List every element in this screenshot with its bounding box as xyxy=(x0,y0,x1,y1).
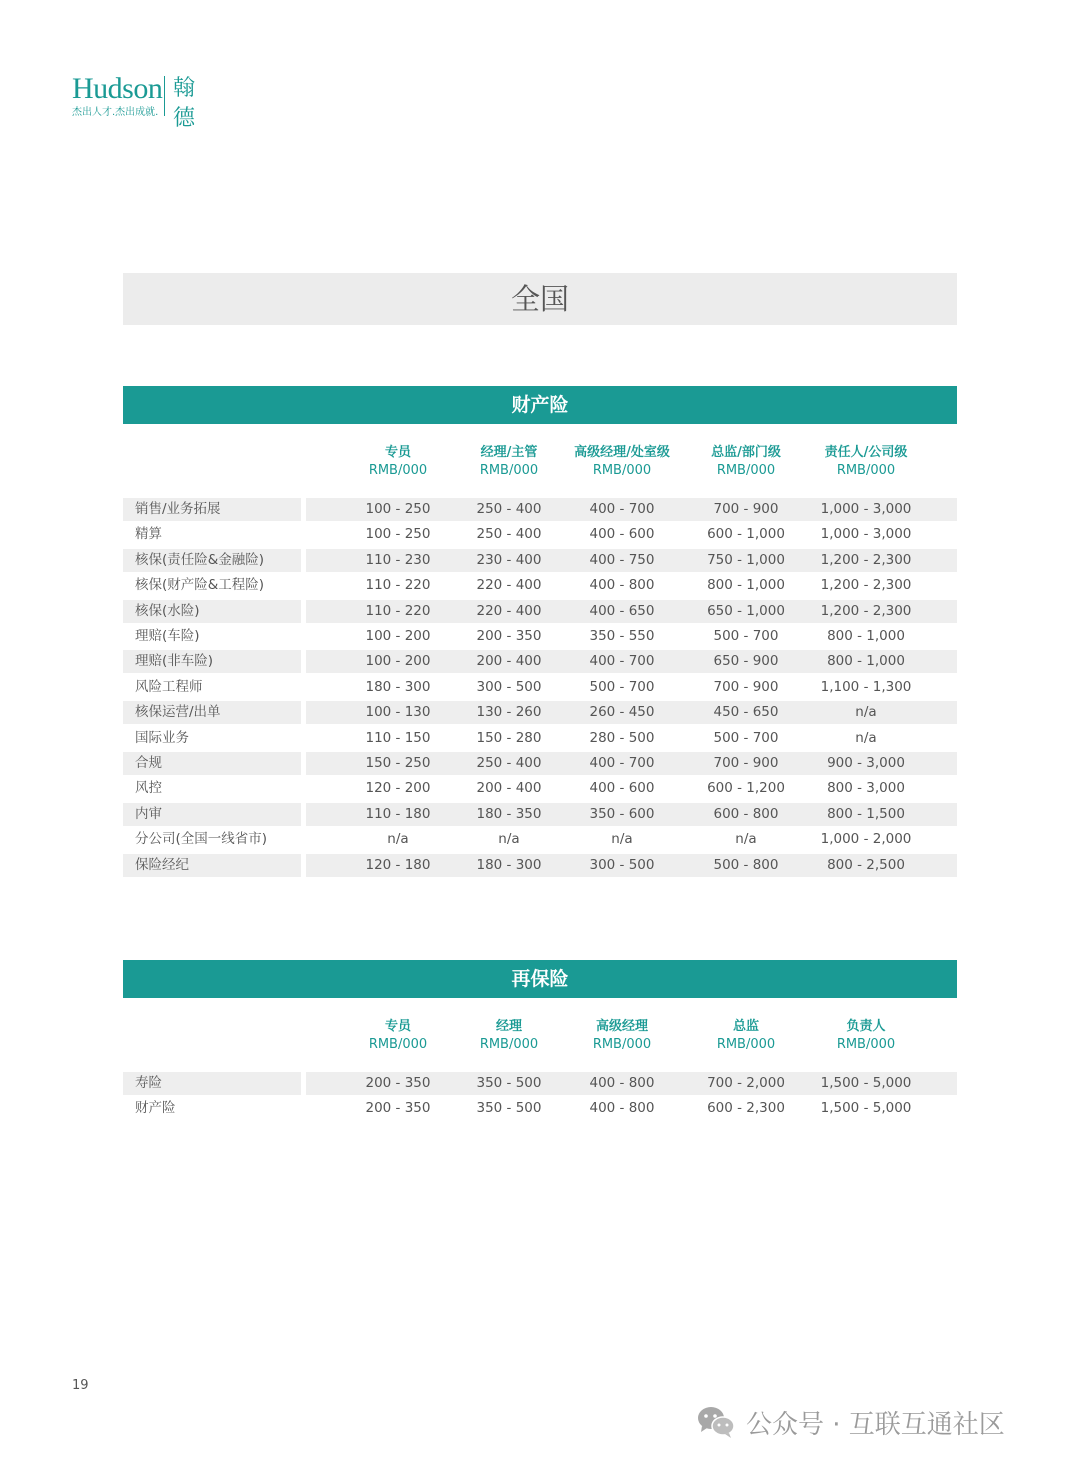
column-unit: RMB/000 xyxy=(479,463,539,478)
row-label: 风控 xyxy=(135,780,162,797)
column-title: 高级经理/处室级 xyxy=(574,445,670,460)
table-cell: 220 - 400 xyxy=(476,602,542,619)
row-label: 风险工程师 xyxy=(135,678,203,695)
row-values xyxy=(306,574,957,597)
table-cell: 180 - 300 xyxy=(476,856,542,873)
table-cell: 100 - 130 xyxy=(365,704,431,721)
row-label: 分公司(全国一线省市) xyxy=(135,831,268,848)
table-cell: 100 - 250 xyxy=(365,526,431,543)
table-row xyxy=(123,727,957,750)
table-cell: 110 - 220 xyxy=(365,602,431,619)
logo-wordmark-en: Hudson xyxy=(72,72,163,105)
table-cell: 100 - 200 xyxy=(365,653,431,670)
table-row xyxy=(123,828,957,851)
column-header xyxy=(552,1018,692,1054)
table-cell: 110 - 220 xyxy=(365,577,431,594)
row-values xyxy=(306,752,957,775)
table-cell: 600 - 800 xyxy=(713,805,779,822)
table-cell: 1,000 - 3,000 xyxy=(820,501,912,517)
table-cell: 1,500 - 5,000 xyxy=(820,1100,912,1117)
row-label: 合规 xyxy=(123,752,301,775)
table-cell: 750 - 1,000 xyxy=(707,551,785,568)
table-cell: 250 - 400 xyxy=(476,501,542,517)
row-values xyxy=(306,625,957,648)
table-cell: 120 - 200 xyxy=(365,780,431,797)
column-title: 专员 xyxy=(384,1019,411,1034)
table-cell: 600 - 1,200 xyxy=(707,780,785,797)
column-header xyxy=(676,1018,816,1054)
row-values xyxy=(306,498,957,521)
column-title: 负责人 xyxy=(846,1019,886,1034)
row-values xyxy=(306,777,957,800)
table-cell: 150 - 250 xyxy=(365,755,431,771)
table-cell: 350 - 500 xyxy=(476,1075,542,1091)
table-cell: 1,000 - 2,000 xyxy=(820,831,912,848)
table-cell: 110 - 230 xyxy=(365,551,431,568)
watermark xyxy=(696,1404,1005,1440)
table-cell: 500 - 700 xyxy=(713,628,779,644)
column-title: 总监/部门级 xyxy=(711,445,781,460)
table-cell: 110 - 180 xyxy=(365,805,431,822)
logo-tagline: 杰出人才.杰出成就. xyxy=(72,107,159,118)
table-cell: 400 - 750 xyxy=(589,551,655,568)
table-cell: 180 - 300 xyxy=(365,678,431,695)
table-cell: 800 - 1,500 xyxy=(827,805,905,822)
row-values xyxy=(306,1072,957,1095)
row-label: 精算 xyxy=(135,526,162,543)
table-cell: 300 - 500 xyxy=(589,856,655,873)
row-label: 核保运营/出单 xyxy=(123,701,301,724)
row-values xyxy=(306,701,957,724)
table-cell: 150 - 280 xyxy=(476,729,542,746)
table-row xyxy=(123,777,957,800)
table-cell: n/a xyxy=(855,729,877,746)
table-cell: 250 - 400 xyxy=(476,526,542,543)
table-row xyxy=(123,1072,957,1095)
column-title: 经理/主管 xyxy=(480,445,538,460)
table-cell: 400 - 800 xyxy=(589,577,655,594)
table-row xyxy=(123,854,957,877)
column-title: 责任人/公司级 xyxy=(824,445,908,460)
row-values xyxy=(306,650,957,673)
column-unit: RMB/000 xyxy=(716,463,776,478)
table-cell: 250 - 400 xyxy=(476,755,542,771)
table-cell: 700 - 900 xyxy=(713,755,779,771)
row-values xyxy=(306,727,957,750)
table-cell: n/a xyxy=(735,831,757,848)
row-values xyxy=(306,676,957,699)
row-values xyxy=(306,523,957,546)
table-cell: 120 - 180 xyxy=(365,856,431,873)
row-values xyxy=(306,803,957,826)
column-header xyxy=(552,444,692,480)
table-cell: 350 - 600 xyxy=(589,805,655,822)
table-cell: n/a xyxy=(611,831,633,848)
table-cell: 450 - 650 xyxy=(713,704,779,721)
column-unit: RMB/000 xyxy=(479,1037,539,1052)
table-cell: 260 - 450 xyxy=(589,704,655,721)
row-label: 核保(财产险&工程险) xyxy=(135,577,265,594)
table-cell: 200 - 400 xyxy=(476,653,542,670)
table-row xyxy=(123,803,957,826)
column-unit: RMB/000 xyxy=(368,1037,428,1052)
table-cell: 400 - 700 xyxy=(589,501,655,517)
column-header xyxy=(676,444,816,480)
table-row xyxy=(123,752,957,775)
row-label: 核保(责任险&金融险) xyxy=(123,549,301,572)
table-title-reinsurance: 再保险 xyxy=(123,960,957,998)
table-cell: 350 - 550 xyxy=(589,628,655,644)
table-cell: 130 - 260 xyxy=(476,704,542,721)
table-cell: 900 - 3,000 xyxy=(827,755,905,771)
table-row xyxy=(123,650,957,673)
row-values xyxy=(306,600,957,623)
table-cell: 400 - 600 xyxy=(589,526,655,543)
table-row xyxy=(123,574,957,597)
table-cell: 100 - 250 xyxy=(365,501,431,517)
table-cell: 650 - 1,000 xyxy=(707,602,785,619)
table-title-property: 财产险 xyxy=(123,386,957,424)
table-cell: 350 - 500 xyxy=(476,1100,542,1117)
table-cell: 500 - 800 xyxy=(713,856,779,873)
table-cell: 220 - 400 xyxy=(476,577,542,594)
table-cell: 400 - 700 xyxy=(589,653,655,670)
table-cell: 280 - 500 xyxy=(589,729,655,746)
column-header xyxy=(796,1018,936,1054)
row-label: 核保(水险) xyxy=(123,600,301,623)
table-cell: 180 - 350 xyxy=(476,805,542,822)
table-cell: 300 - 500 xyxy=(476,678,542,695)
row-label: 理赔(非车险) xyxy=(123,650,301,673)
section-title: 全国 xyxy=(123,273,957,325)
column-unit: RMB/000 xyxy=(592,1037,652,1052)
table-cell: 600 - 2,300 xyxy=(707,1100,785,1117)
row-values xyxy=(306,854,957,877)
column-title: 高级经理 xyxy=(595,1019,648,1034)
table-cell: 1,200 - 2,300 xyxy=(820,602,912,619)
row-label: 内审 xyxy=(123,803,301,826)
row-label: 保险经纪 xyxy=(123,854,301,877)
column-title: 专员 xyxy=(384,445,411,460)
table-cell: 200 - 350 xyxy=(476,628,542,644)
column-title: 总监 xyxy=(732,1019,759,1034)
table-row xyxy=(123,1097,957,1120)
table-cell: 400 - 800 xyxy=(589,1100,655,1117)
table-row xyxy=(123,549,957,572)
table-row xyxy=(123,600,957,623)
table-cell: 1,100 - 1,300 xyxy=(820,678,912,695)
table-cell: 1,000 - 3,000 xyxy=(820,526,912,543)
table-row xyxy=(123,676,957,699)
table-cell: 700 - 900 xyxy=(713,678,779,695)
table-row xyxy=(123,523,957,546)
table-cell: 800 - 1,000 xyxy=(827,653,905,670)
page-number: 19 xyxy=(72,1378,89,1393)
column-unit: RMB/000 xyxy=(836,1037,896,1052)
table-cell: 1,200 - 2,300 xyxy=(820,551,912,568)
column-unit: RMB/000 xyxy=(368,463,428,478)
column-header xyxy=(796,444,936,480)
table-cell: 650 - 900 xyxy=(713,653,779,670)
logo-divider xyxy=(164,76,165,116)
row-label: 销售/业务拓展 xyxy=(123,498,301,521)
table-cell: 800 - 1,000 xyxy=(827,628,905,644)
logo-wordmark-cn: 翰德 xyxy=(173,76,199,131)
column-unit: RMB/000 xyxy=(836,463,896,478)
table-cell: 200 - 350 xyxy=(365,1075,431,1091)
column-unit: RMB/000 xyxy=(592,463,652,478)
table-cell: 1,500 - 5,000 xyxy=(820,1075,912,1091)
table-cell: n/a xyxy=(387,831,409,848)
table-cell: 800 - 3,000 xyxy=(827,780,905,797)
row-label: 寿险 xyxy=(123,1072,301,1095)
table-cell: n/a xyxy=(498,831,520,848)
table-cell: 400 - 700 xyxy=(589,755,655,771)
table-cell: 700 - 2,000 xyxy=(707,1075,785,1091)
table-cell: 110 - 150 xyxy=(365,729,431,746)
table-cell: 600 - 1,000 xyxy=(707,526,785,543)
table-cell: 400 - 650 xyxy=(589,602,655,619)
table-cell: 700 - 900 xyxy=(713,501,779,517)
table-cell: 230 - 400 xyxy=(476,551,542,568)
column-unit: RMB/000 xyxy=(716,1037,776,1052)
row-label: 理赔(车险) xyxy=(135,628,200,644)
watermark-text: 公众号 · 互联互通社区 xyxy=(746,1409,1005,1440)
table-cell: 800 - 1,000 xyxy=(707,577,785,594)
table-cell: 200 - 400 xyxy=(476,780,542,797)
table-cell: n/a xyxy=(855,704,877,721)
table-cell: 100 - 200 xyxy=(365,628,431,644)
table-cell: 500 - 700 xyxy=(713,729,779,746)
row-label: 国际业务 xyxy=(135,729,189,746)
wechat-icon xyxy=(696,1405,736,1439)
table-row xyxy=(123,498,957,521)
table-cell: 400 - 800 xyxy=(589,1075,655,1091)
row-values xyxy=(306,549,957,572)
row-values xyxy=(306,1097,957,1120)
table-cell: 200 - 350 xyxy=(365,1100,431,1117)
table-cell: 1,200 - 2,300 xyxy=(820,577,912,594)
table-row xyxy=(123,625,957,648)
table-cell: 800 - 2,500 xyxy=(827,856,905,873)
table-cell: 400 - 600 xyxy=(589,780,655,797)
table-row xyxy=(123,701,957,724)
table-cell: 500 - 700 xyxy=(589,678,655,695)
row-label: 财产险 xyxy=(135,1100,176,1117)
row-values xyxy=(306,828,957,851)
column-title: 经理 xyxy=(495,1019,522,1034)
